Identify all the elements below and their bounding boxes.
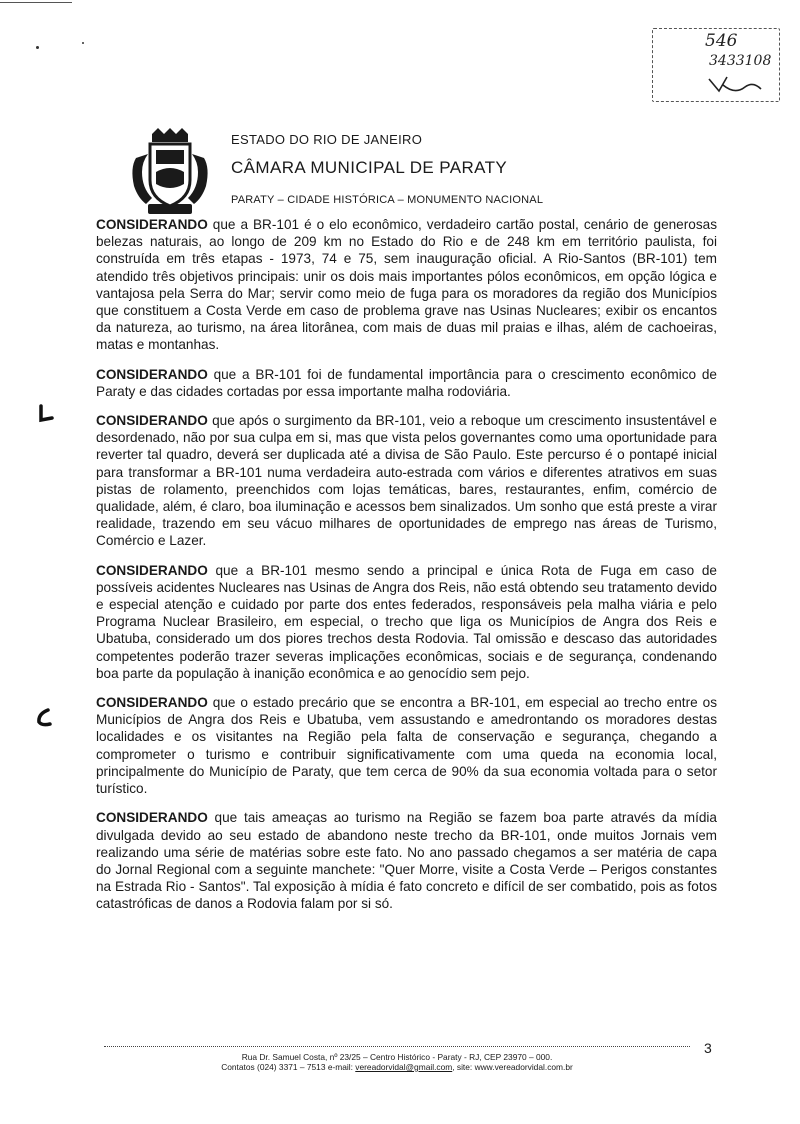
footer-divider	[104, 1046, 690, 1047]
stamp-signature	[705, 73, 765, 97]
paragraph-keyword: CONSIDERANDO	[96, 217, 208, 232]
letterhead-chamber: CÂMARA MUNICIPAL DE PARATY	[231, 158, 508, 177]
footer-contacts	[104, 1062, 690, 1072]
paragraph-text: que a BR-101 mesmo sendo a principal e única Rota de Fuga em caso de possíveis acidentes Nucleares nas Usinas de Angra dos Reis, não está obtendo seu tratamento devido e especial atenção e cuidado por parte dos entes federados, responsáveis pela malha viária e pelo Programa Nuclear Brasileiro, em especial, o trecho que liga os Municípios de Angra dos Reis e Ubatuba, considerado um dos piores trechos desta Rodovia. Tal omissão e descaso das autoridades competentes poderão trazer severas implicações econômicas, sociais e de segurança, condenando boa parte da população à inanição econômica e ao genocídio sem pejo.	[96, 562, 717, 681]
considerando-paragraph	[96, 366, 717, 400]
considerando-paragraph	[96, 809, 717, 912]
paragraph-text: que após o surgimento da BR-101, veio a reboque um crescimento insustentável e desordenado, não por sua culpa em si, mas que vista pelos governantes como uma oportunidade para reverter tal quadro, deverá ser duplicada até a divisa de São Paulo. Este percurso é o pontapé inicial para transformar a BR-101 numa verdadeira auto-estrada com vários e diferentes atrativos em suas pistas de rolamento, preenchidos com lojas temáticas, bares, restaurantes, enfim, comércio de qualidade, além, é claro, boa iluminação e acessos bem sinalizados. Um sonho que está preste a virar realidade, trazendo em seu vácuo milhares de oportunidades de emprego nas áreas de Turismo, Comércio e Lazer.	[96, 413, 717, 549]
considerando-paragraph	[96, 562, 717, 682]
page-number: 3	[704, 1040, 712, 1056]
paragraph-keyword: CONSIDERANDO	[96, 562, 208, 578]
coat-of-arms-crest	[128, 128, 212, 216]
paragraph-text: que a BR-101 foi de fundamental importância para o crescimento econômico de Paraty e das cidades cortadas por essa importante malha rodoviária.	[96, 366, 717, 399]
footer-contacts-prefix: Contatos (024) 3371 – 7513 e-mail:	[221, 1062, 356, 1072]
paragraph-text: que a BR-101 é o elo econômico, verdadeiro cartão postal, cenário de generosas belezas naturais, ao longo de 209 km no Estado do Rio e de 248 km em território paulista, foi construída em três etapas - 1973, 74 e 75, sem inauguração oficial. A Rio-Santos (BR-101) tem atendido três objetivos principais: unir os dois mais importantes pólos econômicos, em opção lógica e vantajosa pela Serra do Mar; servir como meio de fuga para os moradores da região dos Municípios que constituem a Costa Verde em caso de problema grave nas Usinas Nucleares; exibir os encantos da natureza, ao turismo, na área litorânea, com mais de duas mil praias e ilhas, além de cachoeiras, matas e montanhas.	[96, 217, 717, 353]
protocol-stamp	[652, 28, 780, 102]
margin-pen-mark	[36, 708, 52, 728]
scan-speck	[82, 42, 84, 44]
paragraph-text: que tais ameaças ao turismo na Região se fazem boa parte através da mídia divulgada devido ao seu estado de abandono neste trecho da BR-101, onde muitos Jornais vem realizando uma série de matérias sobre este fato. No ano passado chegamos a ser matéria de capa do Jornal Regional com a seguinte manchete: "Quer Morre, visite a Costa Verde – Perigos constantes na Estrada Rio - Santos". Tal exposição à mídia é fato concreto e difícil de ser combatido, pois as fotos catastróficas de danos a Rodovia falam por si só.	[96, 810, 717, 912]
letterhead-state: ESTADO DO RIO DE JANEIRO	[231, 132, 423, 147]
paragraph-keyword: CONSIDERANDO	[96, 413, 208, 429]
considerando-paragraph	[96, 412, 717, 550]
paragraph-keyword: CONSIDERANDO	[96, 695, 208, 711]
footer-email-link[interactable]: vereadorvidal@gmail.com	[355, 1062, 453, 1072]
document-body	[96, 216, 717, 925]
stamp-reference: 3433108	[709, 53, 772, 69]
scan-edge-line	[0, 2, 72, 3]
paragraph-keyword: CONSIDERANDO	[96, 366, 208, 382]
considerando-paragraph	[96, 694, 717, 797]
footer-address: Rua Dr. Samuel Costa, nº 23/25 – Centro Histórico - Paraty - RJ, CEP 23970 – 000.	[241, 1052, 553, 1062]
stamp-number: 546	[705, 31, 738, 51]
considerando-paragraph	[96, 216, 717, 354]
margin-pen-mark	[38, 404, 54, 424]
scan-speck	[36, 46, 39, 49]
paragraph-keyword: CONSIDERANDO	[96, 810, 208, 826]
letterhead-subtitle: PARATY – CIDADE HISTÓRICA – MONUMENTO NACIONAL	[231, 194, 544, 206]
paragraph-text: que o estado precário que se encontra a BR-101, em especial ao trecho entre os Municípios de Angra dos Reis e Ubatuba, vem assustando e amedrontando os moradores destas localidades e os visitantes na Região pela falta de conservação e segurança, chegando a comprometer o turismo e contribuir significativamente com uma queda na economia local, principalmente do Município de Paraty, que tem cerca de 90% da sua economia voltada para o setor turístico.	[96, 695, 717, 797]
footer-site: , site: www.vereadorvidal.com.br	[452, 1062, 573, 1072]
